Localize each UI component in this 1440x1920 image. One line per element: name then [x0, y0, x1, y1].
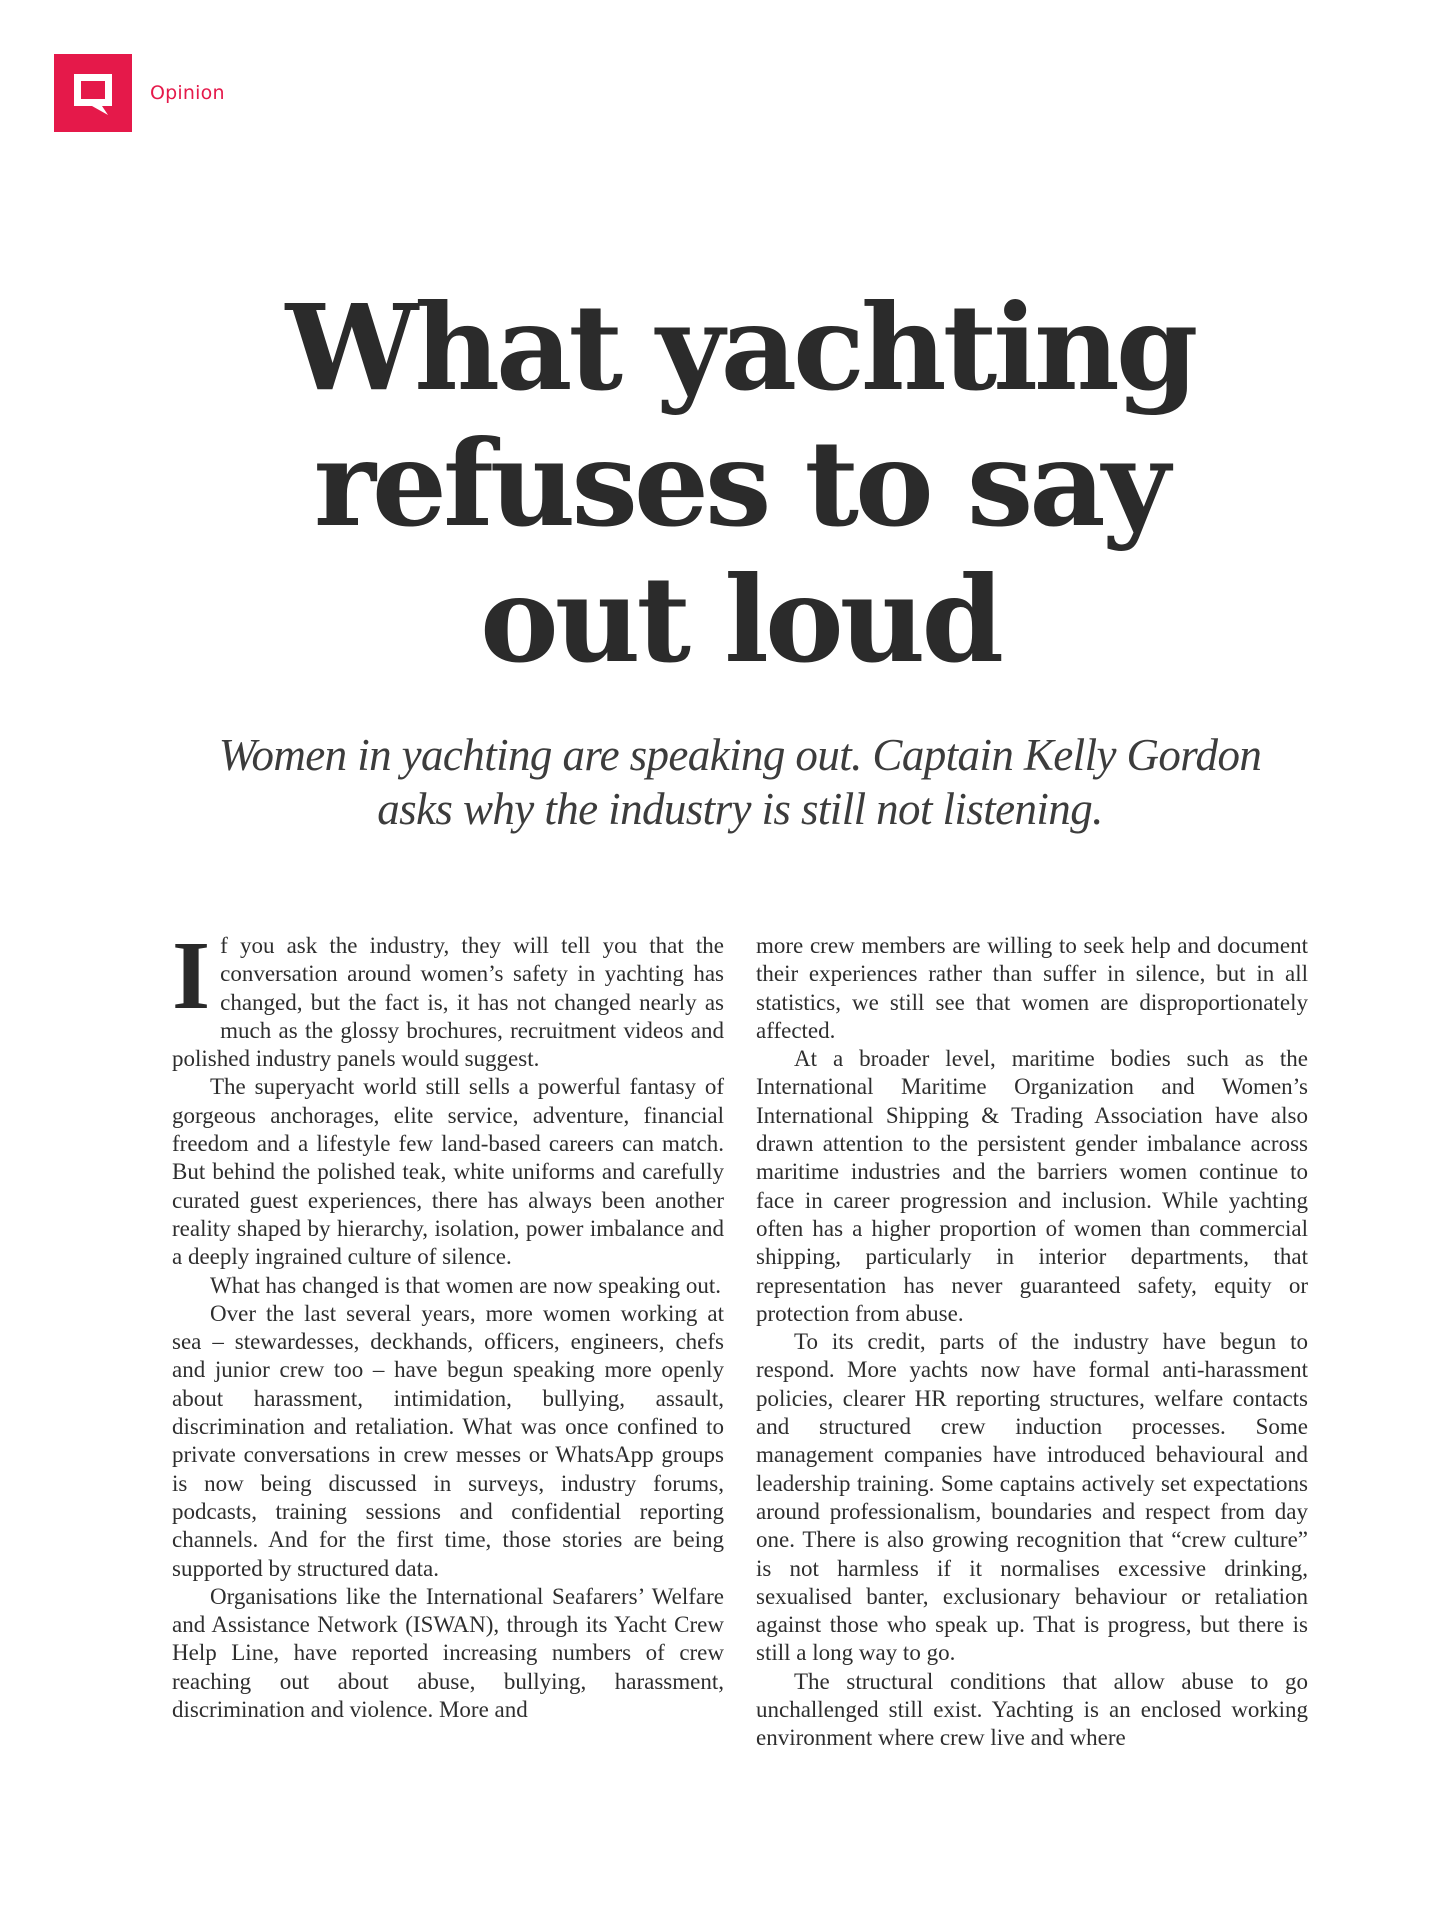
paragraph [172, 922, 724, 1073]
drop-cap: I [172, 922, 211, 1030]
paragraph: At a broader level, maritime bodies such as the International Maritime Organization and Women’s International Shipping & Trading Association have also drawn attention to the persistent gender imbalance across maritime industries and the barriers women continue to face in career progression and inclusion. While yachting often has a higher proportion of women than commercial shipping, particularly in interior departments, that representation has never guaranteed safety, equity or protection from abuse. [756, 1046, 1308, 1326]
paragraph: Organisations like the International Seafarers’ Welfare and Assistance Network (ISWAN), through its Yacht Crew Help Line, have reported increasing numbers of crew reaching out about abuse, bullying, harassment, discrimination and violence. More and [172, 1583, 724, 1723]
standfirst-line: asks why the industry is still not listening. [377, 784, 1103, 834]
section-label: Opinion [150, 82, 225, 104]
paragraph: The superyacht world still sells a powerful fantasy of gorgeous anchorages, elite service, adventure, financial freedom and a lifestyle few land-based careers can match. But behind the polished teak, white uniforms and carefully curated guest experiences, there has always been another reality shaped by hierarchy, isolation, power imbalance and a deeply ingrained culture of silence. [172, 1074, 724, 1270]
headline-line: refuses to say [313, 414, 1167, 553]
left-column [172, 922, 724, 1753]
speech-bubble-icon [54, 54, 132, 132]
section-tag [54, 54, 225, 132]
right-column [756, 932, 1308, 1753]
paragraph: more crew members are willing to seek help and document their experiences rather than suffer in silence, but in all statistics, we still see that women are disproportionately affected. [756, 933, 1308, 1043]
standfirst-line: Women in yachting are speaking out. Captain Kelly Gordon [218, 730, 1262, 780]
headline-line: out loud [480, 550, 1000, 689]
paragraph: What has changed is that women are now speaking out. [210, 1272, 721, 1298]
headline [200, 280, 1280, 688]
paragraph: The structural conditions that allow abuse to go unchallenged still exist. Yachting is an enclosed working environment where crew live and where [756, 1668, 1308, 1751]
paragraph: To its credit, parts of the industry have begun to respond. More yachts now have formal anti-harassment policies, clearer HR reporting structures, welfare contacts and structured crew induction processes. Some management companies have introduced behavioural and leadership training. Some captains actively set expectations around professionalism, boundaries and respect from day one. There is also growing recognition that “crew culture” is not harmless if it normalises excessive drinking, sexualised banter, exclusionary behaviour or retaliation against those who speak up. That is progress, but there is still a long way to go. [756, 1329, 1308, 1666]
standfirst [160, 728, 1320, 836]
article-body [172, 922, 1308, 1753]
headline-line: What yachting [285, 278, 1195, 417]
paragraph: Over the last several years, more women working at sea – stewardesses, deckhands, officers, engineers, chefs and junior crew too – have begun speaking more openly about harassment, intimidation, bullying, assault, discrimination and retaliation. What was once confined to private conversations in crew messes or WhatsApp groups is now being discussed in surveys, industry forums, podcasts, training sessions and confidential reporting channels. And for the first time, those stories are being supported by structured data. [172, 1300, 724, 1581]
paragraph-text: f you ask the industry, they will tell you that the conversation around women’s safety in yachting has changed, but the fact is, it has not changed nearly as much as the glossy brochures, recruitment videos and polished industry panels would suggest. [172, 933, 724, 1072]
